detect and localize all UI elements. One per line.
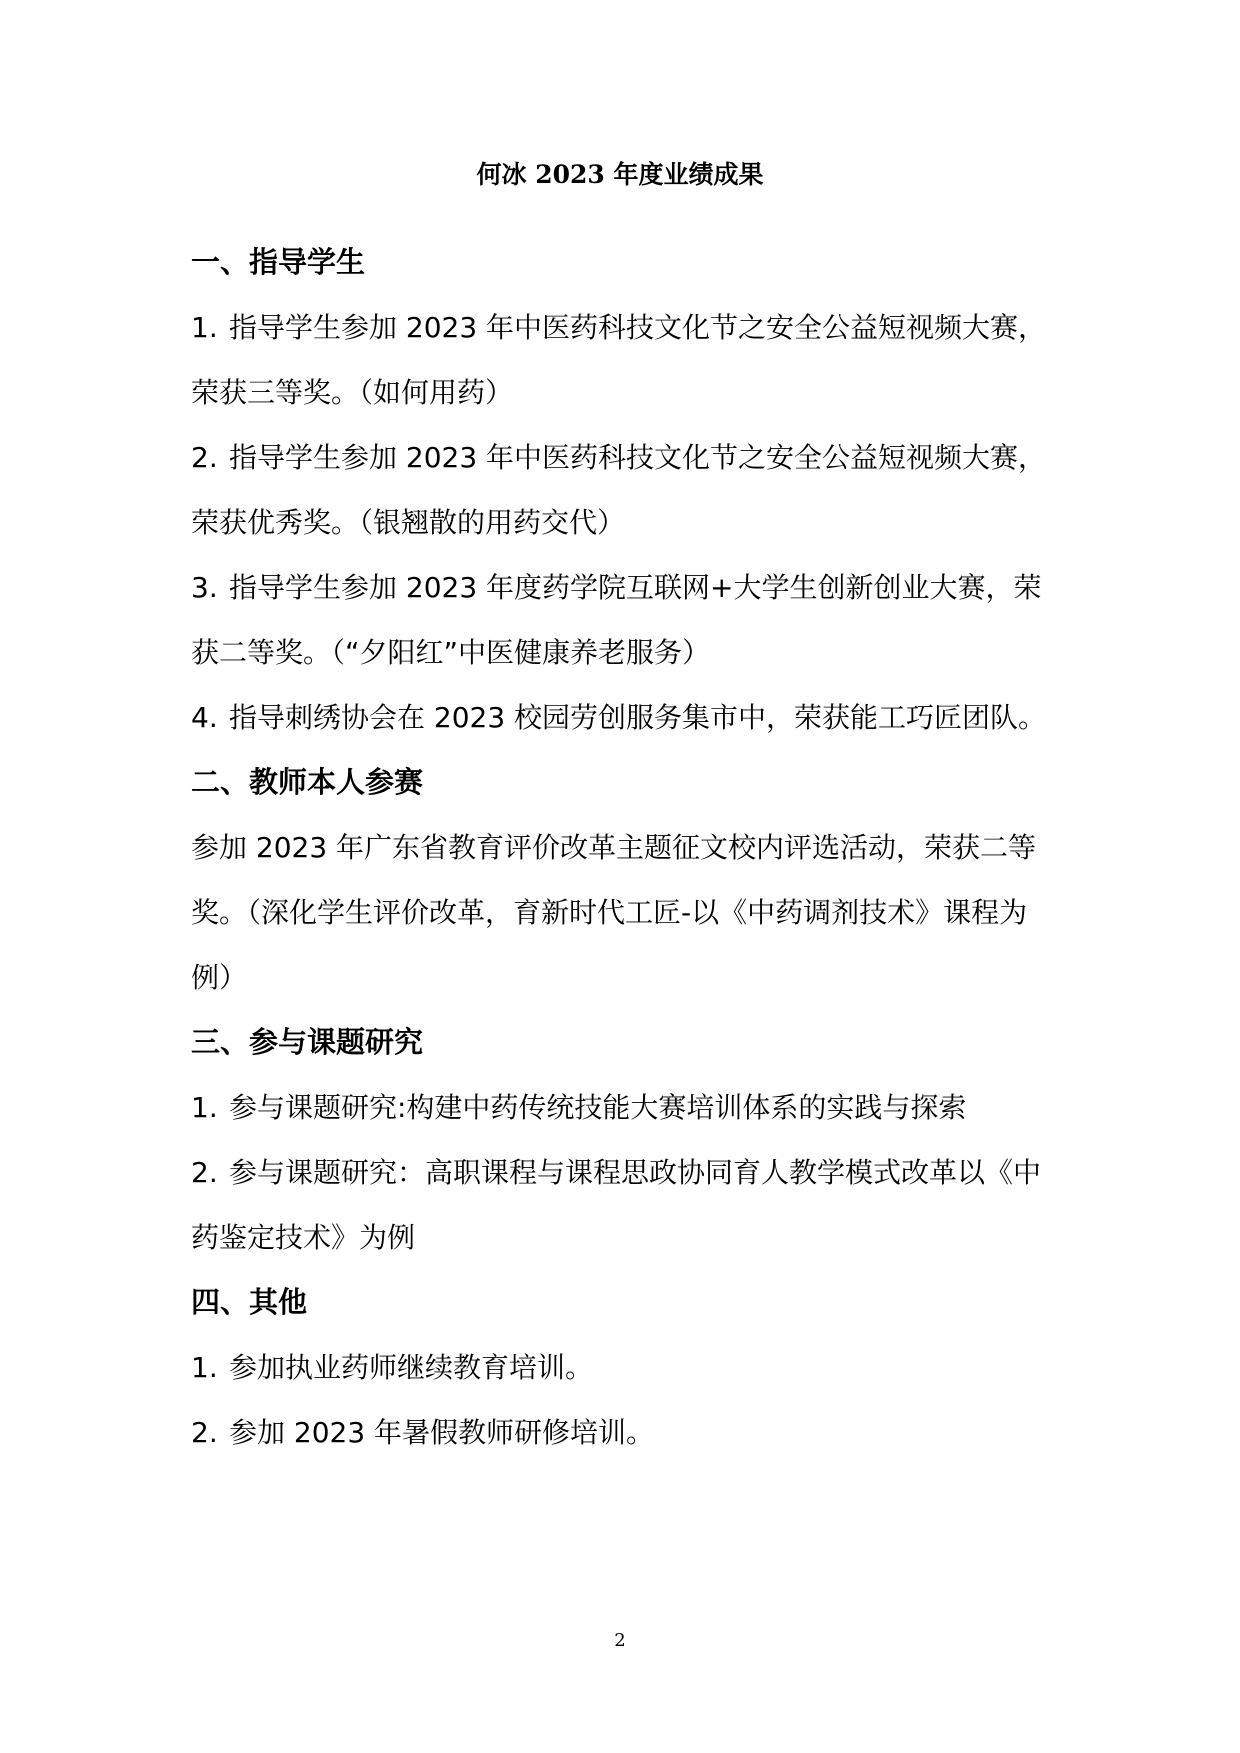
item-text: 参与课题研究:构建中药传统技能大赛培训体系的实践与探索 [229,1091,967,1124]
item-number: 1. [191,1091,218,1124]
list-item [191,555,1061,685]
item-text: 参加 2023 年暑假教师研修培训。 [229,1416,655,1449]
list-item [191,1335,1061,1400]
item-number: 1. [191,1351,218,1384]
item-number: 2. [191,1156,218,1189]
item-text: 指导学生参加 2023 年中医药科技文化节之安全公益短视频大赛，荣获优秀奖。（银翘散的用药交代） [191,441,1047,539]
section-heading-guidance: 一、指导学生 [191,245,366,279]
item-number: 2. [191,1416,218,1449]
item-text: 参加执业药师继续教育培训。 [229,1351,594,1384]
item-text: 指导学生参加 2023 年中医药科技文化节之安全公益短视频大赛，荣获三等奖。（如何用药） [191,311,1047,409]
document-body [191,230,1061,1465]
item-number: 4. [191,701,218,734]
section-heading-competition: 二、教师本人参赛 [191,765,424,799]
document-title: 何冰 2023 年度业绩成果 [476,160,764,189]
list-item [191,425,1061,555]
page-number: 2 [614,1630,626,1651]
item-number: 1. [191,311,218,344]
list-item [191,1140,1061,1270]
item-number: 3. [191,571,218,604]
list-item [191,1075,1061,1140]
item-text: 参与课题研究：高职课程与课程思政协同育人教学模式改革以《中药鉴定技术》为例 [191,1156,1042,1254]
item-number: 2. [191,441,218,474]
item-text: 指导学生参加 2023 年度药学院互联网+大学生创新创业大赛，荣获二等奖。（“夕阳红”中医健康养老服务） [191,571,1042,669]
list-item [191,1400,1061,1465]
list-item [191,295,1061,425]
list-item [191,685,1061,750]
section-heading-research: 三、参与课题研究 [191,1025,424,1059]
item-text: 指导刺绣协会在 2023 校园劳创服务集市中，荣获能工巧匠团队。 [229,701,1047,734]
section-heading-other: 四、其他 [191,1285,308,1319]
section-paragraph: 参加 2023 年广东省教育评价改革主题征文校内评选活动，荣获二等奖。（深化学生评价改革，育新时代工匠-以《中药调剂技术》课程为例） [191,831,1037,994]
